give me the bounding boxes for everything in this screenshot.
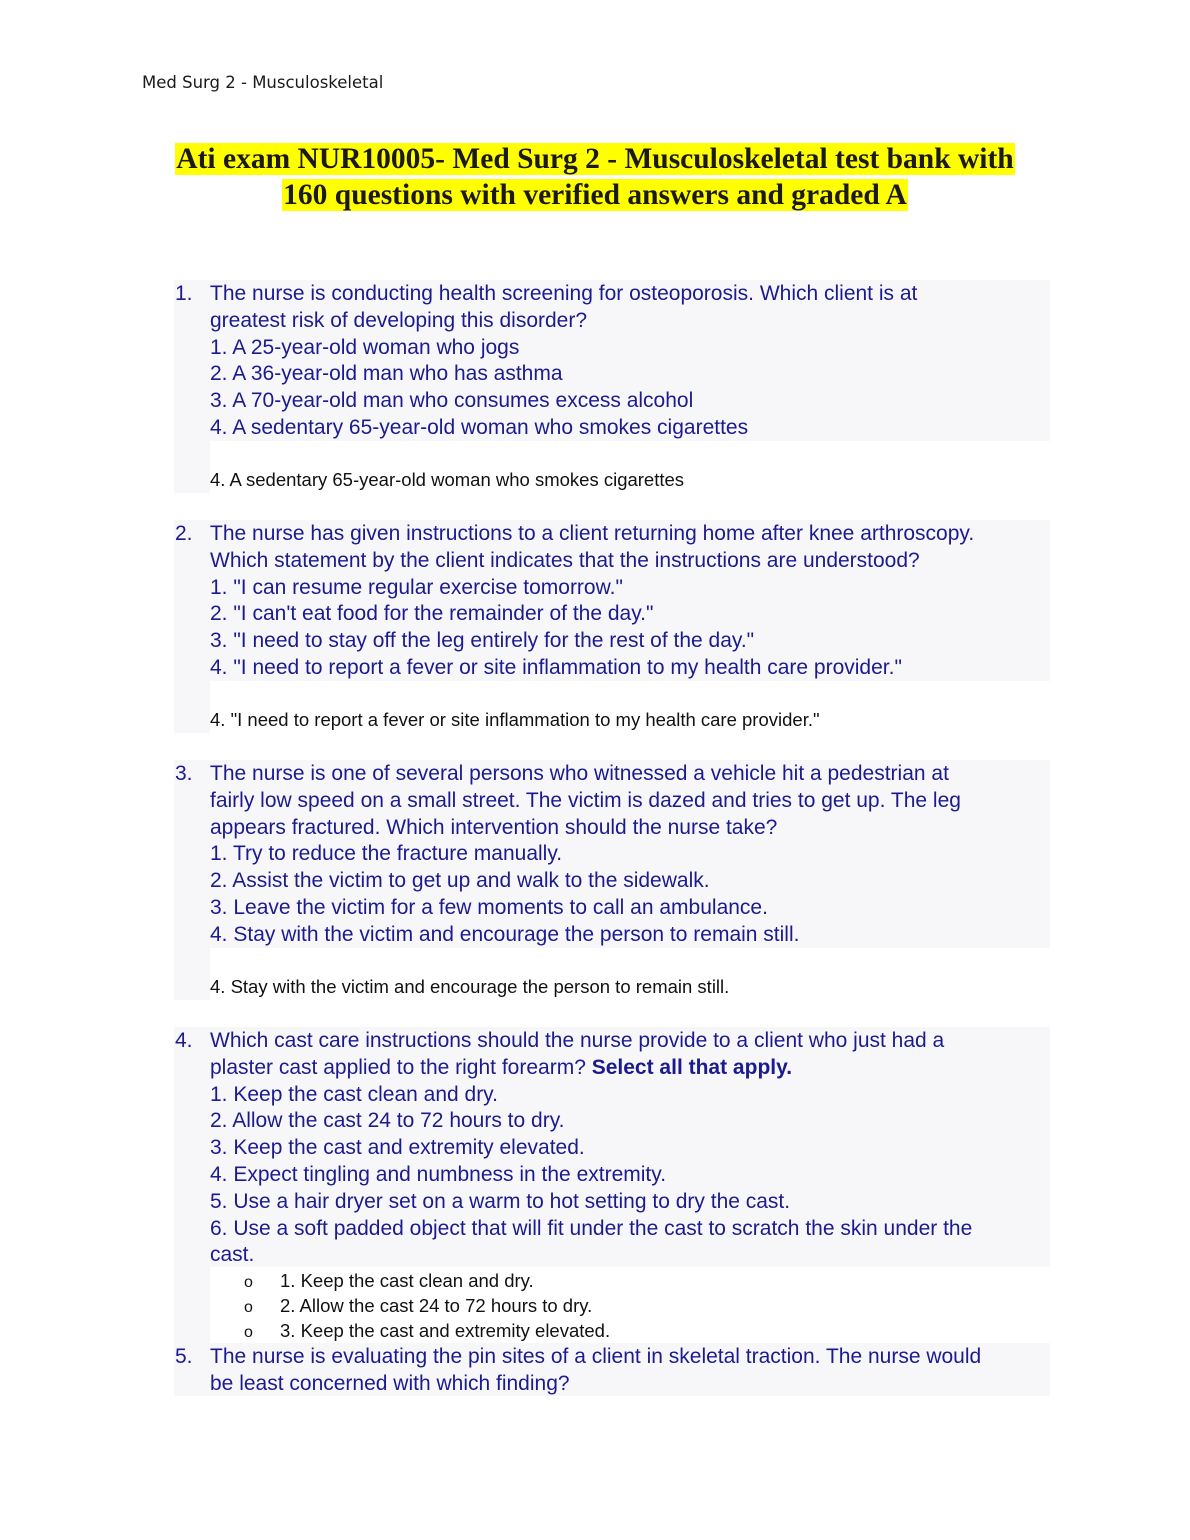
option-1: 1. Keep the cast clean and dry.	[210, 1082, 498, 1106]
question-2	[174, 521, 1050, 682]
option-2: 2. A 36-year-old man who has asthma	[210, 362, 563, 386]
question-stem-line: be least concerned with which finding?	[210, 1371, 570, 1395]
option-2: 2. Assist the victim to get up and walk to the sidewalk.	[210, 869, 710, 893]
option-3: 3. Keep the cast and extremity elevated.	[210, 1136, 585, 1160]
select-all-instruction: Select all that apply.	[591, 1055, 793, 1079]
document-title-line-2: 160 questions with verified answers and graded A	[283, 179, 907, 211]
question-number: 4.	[175, 1029, 193, 1052]
option-1: 1. A 25-year-old woman who jogs	[210, 335, 520, 359]
question-number: 1.	[175, 282, 193, 305]
option-3: 3. A 70-year-old man who consumes excess alcohol	[210, 389, 694, 413]
option-1: 1. Try to reduce the fracture manually.	[210, 842, 563, 866]
option-6-continued: cast.	[210, 1243, 255, 1267]
question-3	[174, 761, 1050, 949]
question-stem-line: The nurse has given instructions to a client returning home after knee arthroscopy.	[210, 522, 975, 545]
question-stem-line: Which cast care instructions should the nurse provide to a client who just had a	[210, 1029, 945, 1052]
bullet-icon: o	[244, 1324, 253, 1341]
bullet-icon: o	[244, 1299, 253, 1316]
question-body	[210, 1344, 1050, 1398]
question-1	[174, 281, 1050, 442]
answer-4-text: 3. Keep the cast and extremity elevated.	[280, 1320, 611, 1341]
question-5	[174, 1344, 1050, 1398]
question-number: 2.	[175, 522, 193, 545]
option-4: 4. Stay with the victim and encourage the person to remain still.	[210, 922, 800, 946]
question-stem-line: Which statement by the client indicates that the instructions are understood?	[210, 548, 920, 572]
question-body	[210, 1028, 1050, 1269]
bullet-icon: o	[244, 1274, 253, 1291]
document-title	[100, 141, 1090, 213]
option-2: 2. Allow the cast 24 to 72 hours to dry.	[210, 1109, 565, 1133]
question-number: 5.	[175, 1345, 193, 1368]
question-stem-line: greatest risk of developing this disorder?	[210, 308, 588, 332]
question-number: 3.	[175, 762, 193, 785]
answer-4-list	[244, 1268, 610, 1343]
answer-4-item	[244, 1268, 610, 1293]
answer-3: 4. Stay with the victim and encourage the person to remain still.	[210, 976, 730, 997]
running-header: Med Surg 2 - Musculoskeletal	[142, 73, 384, 92]
question-stem-line: fairly low speed on a small street. The victim is dazed and tries to get up. The leg	[210, 788, 961, 812]
option-5: 5. Use a hair dryer set on a warm to hot setting to dry the cast.	[210, 1189, 791, 1213]
answer-4-shade	[174, 1267, 210, 1343]
answer-2-shade	[174, 681, 210, 733]
answer-3-shade	[174, 948, 210, 1000]
option-3: 3. Leave the victim for a few moments to call an ambulance.	[210, 895, 768, 919]
answer-1-shade	[174, 441, 210, 493]
answer-4-item	[244, 1318, 610, 1343]
question-stem-line: appears fractured. Which intervention should the nurse take?	[210, 815, 778, 839]
question-body	[210, 281, 1050, 442]
question-stem-text: plaster cast applied to the right forearm?	[210, 1055, 586, 1079]
document-title-line-1: Ati exam NUR10005- Med Surg 2 - Musculoskeletal test bank with	[176, 143, 1014, 175]
question-body	[210, 521, 1050, 682]
answer-2: 4. "I need to report a fever or site inflammation to my health care provider."	[210, 709, 820, 730]
question-stem-line: The nurse is evaluating the pin sites of a client in skeletal traction. The nurse would	[210, 1345, 982, 1368]
question-stem-line: The nurse is one of several persons who witnessed a vehicle hit a pedestrian at	[210, 762, 949, 785]
question-body	[210, 761, 1050, 949]
question-4	[174, 1028, 1050, 1269]
option-4: 4. A sedentary 65-year-old woman who smokes cigarettes	[210, 415, 749, 439]
option-4: 4. "I need to report a fever or site inflammation to my health care provider."	[210, 655, 902, 679]
answer-4-text: 1. Keep the cast clean and dry.	[280, 1270, 534, 1291]
option-1: 1. "I can resume regular exercise tomorrow."	[210, 575, 623, 599]
option-4: 4. Expect tingling and numbness in the extremity.	[210, 1162, 667, 1186]
answer-4-item	[244, 1293, 610, 1318]
option-3: 3. "I need to stay off the leg entirely for the rest of the day."	[210, 629, 755, 653]
answer-1: 4. A sedentary 65-year-old woman who smokes cigarettes	[210, 469, 685, 490]
question-stem-line: The nurse is conducting health screening for osteoporosis. Which client is at	[210, 282, 918, 305]
option-6: 6. Use a soft padded object that will fit under the cast to scratch the skin under the	[210, 1216, 973, 1240]
option-2: 2. "I can't eat food for the remainder of the day."	[210, 602, 654, 626]
answer-4-text: 2. Allow the cast 24 to 72 hours to dry.	[280, 1295, 593, 1316]
question-stem-line	[210, 1055, 1050, 1082]
